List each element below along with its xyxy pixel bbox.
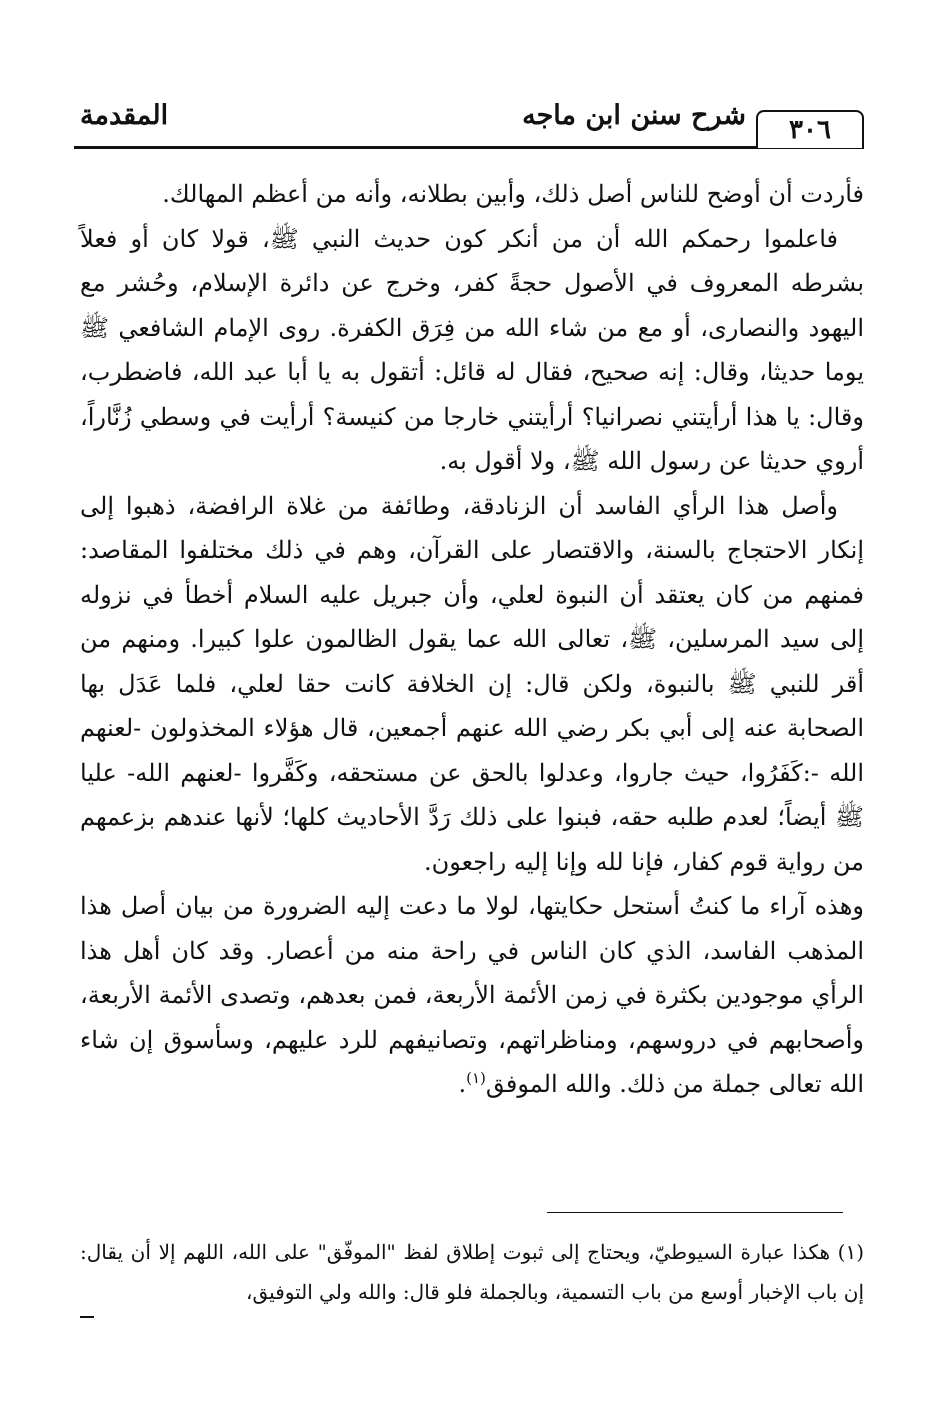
paragraph-4 [80, 884, 864, 1107]
closing-period: . [458, 1070, 467, 1098]
paragraph-3: وأصل هذا الرأي الفاسد أن الزنادقة، وطائفة من غلاة الرافضة، ذهبوا إلى إنكار الاحتجاج بالسنة، والاقتصار على القرآن، وهم في ذلك مختلفوا المقاصد: فمنهم من كان يعتقد أن النبوة لعلي، وأن جبريل عليه السلام أخطأ في نزوله إلى سيد المرسلين، ﷺ، تعالى الله عما يقول الظالمون علوا كبيرا. ومنهم من أقر للنبي ﷺ بالنبوة، ولكن قال: إن الخلافة كانت حقا لعلي، فلما عَدَل بها الصحابة عنه إلى أبي بكر رضي الله عنهم أجمعين، قال هؤلاء المخذولون -لعنهم الله -:كَفَرُوا، حيث جاروا، وعدلوا بالحق عن مستحقه، وكَفَّروا -لعنهم الله- عليا ﷺ أيضاً؛ لعدم طلبه حقه، فبنوا على ذلك رَدَّ الأحاديث كلها؛ لأنها عندهم بزعمهم من رواية قوم كفار، فإنا لله وإنا إليه راجعون. [80, 491, 865, 876]
page-number: ٣٠٦ [756, 110, 864, 148]
footnote-ref[interactable]: (١) [466, 1069, 486, 1087]
header-rule [74, 146, 864, 149]
main-text [80, 172, 864, 1107]
paragraph-2: فاعلموا رحمكم الله أن من أنكر كون حديث النبي ﷺ، قولا كان أو فعلاً بشرطه المعروف في الأصول حجةً كفر، وخرج عن دائرة الإسلام، وحُشر مع اليهود والنصارى، أو مع من شاء الله من فِرَق الكفرة. روى الإمام الشافعي ﷺ يوما حديثا، وقال: إنه صحيح، فقال له قائل: أتقول به يا أبا عبد الله، فاضطرب، وقال: يا هذا أرأيتني نصرانيا؟ أرأيتني خارجا من كنيسة؟ أرأيت في وسطي زُنَّاراً، أروي حديثا عن رسول الله ﷺ، ولا أقول به. [80, 224, 864, 475]
book-title: شرح سنن ابن ماجه [522, 100, 746, 131]
footnote-1: (١) هكذا عبارة السيوطيّ، ويحتاج إلى ثبوت إطلاق لفظ "الموفّق" على الله، اللهم إلا أن يقال: إن باب الإخبار أوسع من باب التسمية، وبالجملة فلو قال: والله ولي التوفيق، [80, 1240, 864, 1304]
paragraph-1: فأردت أن أوضح للناس أصل ذلك، وأبين بطلانه، وأنه من أعظم المهالك. [162, 180, 864, 208]
footnote-separator [547, 1212, 843, 1213]
footnote-continuation-mark [80, 1316, 94, 1318]
footnotes [80, 1232, 864, 1312]
paragraph-4-text: وهذه آراء ما كنتُ أستحل حكايتها، لولا ما دعت إليه الضرورة من بيان أصل هذا المذهب الفاسد، الذي كان الناس في راحة منه من أعصار. وقد كان أهل هذا الرأي موجودين بكثرة في زمن الأئمة الأربعة، فمن بعدهم، وتصدى الأئمة الأربعة، وأصحابهم في دروسهم، ومناظراتهم، وتصانيفهم للرد عليهم، وسأسوق إن شاء الله تعالى جملة من ذلك. والله الموفق [80, 892, 864, 1098]
section-title: المقدمة [80, 100, 169, 131]
page-header [74, 96, 864, 156]
